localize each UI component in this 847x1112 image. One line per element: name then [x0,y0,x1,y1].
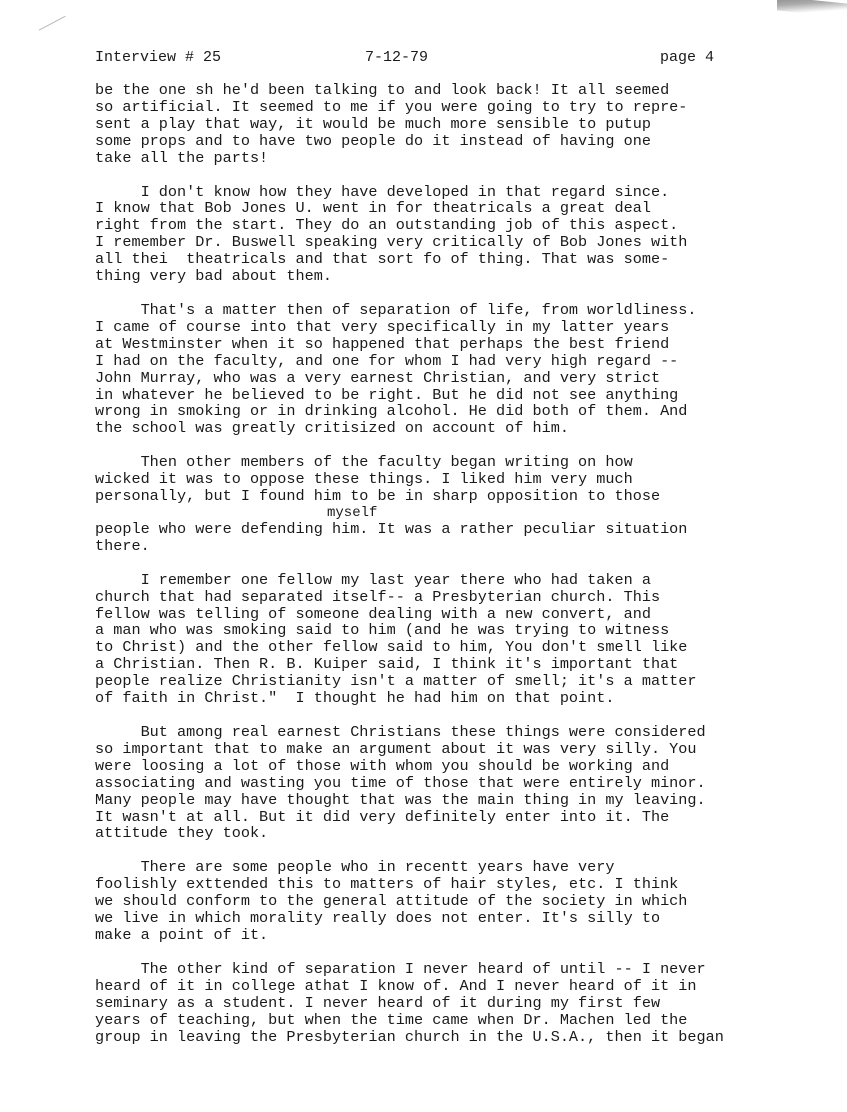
text-line: take all the parts! [95,148,269,167]
text-line: people realize Christianity isn't a matter of smell; it's a matter [95,672,697,691]
text-line: all thei theatricals and that sort fo of thing. That was some- [95,250,670,269]
text-line: That's a matter then of separation of life, from worldliness. [95,300,697,319]
text-line: Then other members of the faculty began writing on how [95,453,633,472]
handwritten-insertion: myself [327,504,378,521]
text-line: to Christ) and the other fellow said to him, You don't smell like [95,638,688,657]
text-line: make a point of it. [95,925,269,944]
text-line: The other kind of separation I never heard of until -- I never [95,959,706,978]
text-line: people who were defending him. It was a rather peculiar situation [95,519,688,538]
text-line: years of teaching, but when the time came when Dr. Machen led the [95,1010,688,1029]
text-line: seminary as a student. I never heard of it during my first few [95,993,661,1012]
text-line: so artificial. It seemed to me if you were going to try to repre- [95,97,688,116]
text-line: personally, but I found him to be in sharp opposition to those [95,487,661,506]
page-header [95,49,807,69]
text-line: group in leaving the Presbyterian church in the U.S.A., then it began [95,1027,724,1046]
paragraph [95,82,815,167]
text-line: I remember Dr. Buswell speaking very critically of Bob Jones with [95,233,688,252]
scan-scratch [39,16,72,42]
text-line: Many people may have thought that was the main thing in my leaving. [95,790,706,809]
paragraph [95,184,815,285]
text-line: sent a play that way, it would be much more sensible to putup [95,114,651,133]
text-line: attitude they took. [95,824,269,843]
text-line: But among real earnest Christians these things were considered [95,723,706,741]
text-line: we live in which morality really does not enter. It's silly to [95,909,661,928]
text-line: heard of it in college athat I know of. And I never heard of it in [95,976,697,995]
paragraph [95,859,815,944]
text-line: wrong in smoking or in drinking alcohol. He did both of them. And [95,402,688,421]
text-line: It wasn't at all. But it did very definitely enter into it. The [95,807,670,826]
paragraph [95,454,815,555]
text-line: associating and wasting you time of those that were entirely minor. [95,773,706,792]
paragraph [95,302,815,437]
text-line: of faith in Christ." I thought he had him on that point. [95,689,615,708]
text-line: some props and to have two people do it instead of having one [95,131,651,150]
text-line: I came of course into that very specifically in my latter years [95,317,670,336]
text-line: we should conform to the general attitude of the society in which [95,892,688,911]
paragraph [95,572,815,707]
text-line: the school was greatly critisized on account of him. [95,419,569,438]
text-line: a man who was smoking said to him (and he was trying to witness [95,621,670,640]
text-line: fellow was telling of someone dealing with a new convert, and [95,604,651,623]
text-line: John Murray, who was a very earnest Christian, and very strict [95,368,661,387]
transcript-body [95,82,815,1062]
interview-number: Interview # 25 [95,49,222,66]
text-line: I had on the faculty, and one for whom I had very high regard -- [95,351,679,370]
paragraph [95,961,815,1046]
page-number: page 4 [660,49,715,66]
text-line: in whatever he believed to be right. But he did not see anything [95,385,679,404]
text-line: at Westminster when it so happened that perhaps the best friend [95,334,670,353]
text-line: I remember one fellow my last year there who had taken a [95,570,651,589]
text-line: I don't know how they have developed in that regard since. [95,182,670,201]
text-line: there. [95,536,150,555]
text-line: church that had separated itself-- a Presbyterian church. This [95,587,661,606]
text-line: thing very bad about them. [95,267,332,286]
paragraph [95,724,815,842]
text-line: were loosing a lot of those with whom you should be working and [95,756,670,775]
scan-corner-mark [777,0,847,18]
text-line: be the one sh he'd been talking to and look back! It all seemed [95,81,670,99]
text-line: foolishly exttended this to matters of hair styles, etc. I think [95,875,679,894]
text-line: wicked it was to oppose these things. I liked him very much [95,470,633,489]
interview-date: 7-12-79 [365,49,429,66]
text-line: right from the start. They do an outstanding job of this aspect. [95,216,679,235]
text-line: I know that Bob Jones U. went in for theatricals a great deal [95,199,651,218]
text-line: a Christian. Then R. B. Kuiper said, I think it's important that [95,655,679,674]
text-line: There are some people who in recentt years have very [95,858,615,877]
text-line: so important that to make an argument about it was very silly. You [95,739,697,758]
